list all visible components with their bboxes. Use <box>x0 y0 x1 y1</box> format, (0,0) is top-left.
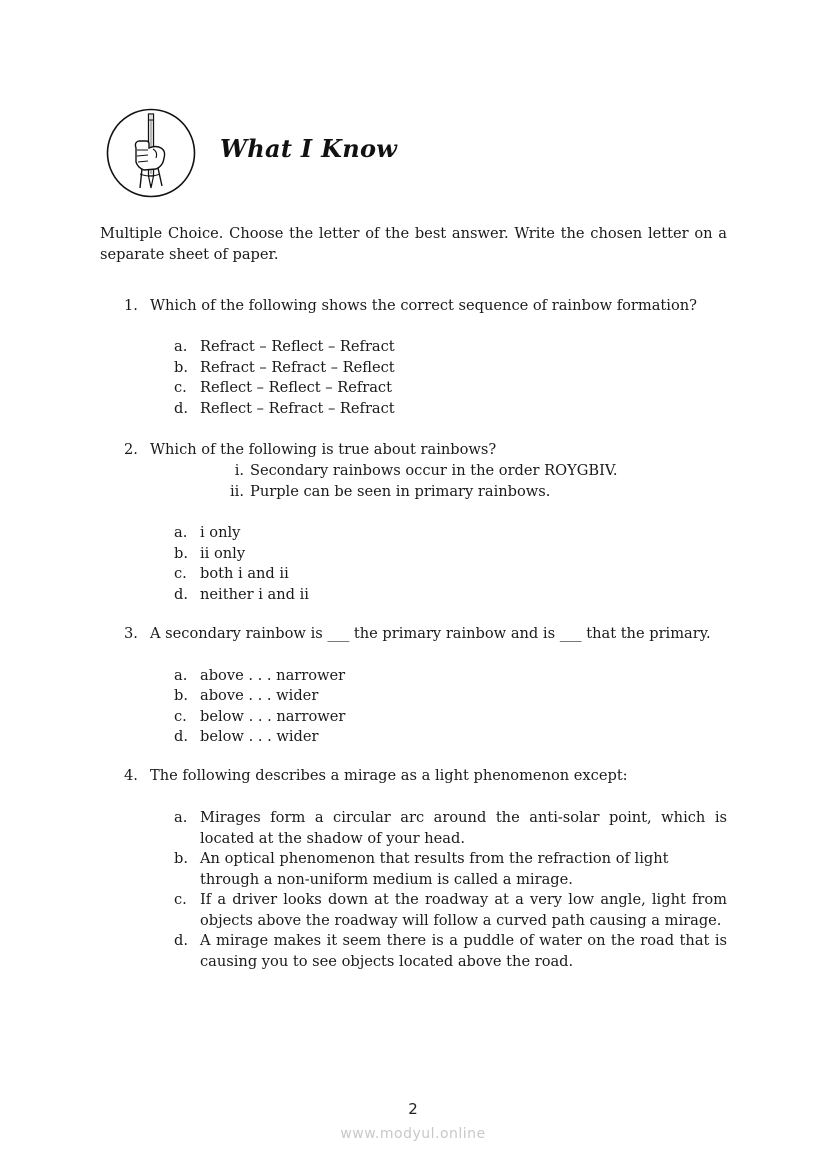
option-text: neither i and ii <box>200 585 309 603</box>
question-number: 2. <box>124 441 138 458</box>
statement-numeral: ii. <box>230 482 244 500</box>
option-text: both i and ii <box>200 565 289 582</box>
option-letter: d. <box>174 399 188 417</box>
option-text: below . . . wider <box>200 728 319 745</box>
option-letter: d. <box>174 585 188 603</box>
option-text: Reflect – Refract – Refract <box>200 399 395 417</box>
option-text: above . . . wider <box>200 687 319 704</box>
statement-text: Purple can be seen in primary rainbows. <box>250 482 551 500</box>
option-letter: c. <box>174 379 187 396</box>
option-letter: c. <box>174 707 187 725</box>
instructions: Multiple Choice. Choose the letter of the best answer. Write the chosen letter on a separate sheet of paper. <box>100 225 727 263</box>
option-letter: c. <box>174 565 187 582</box>
hand-holding-pencil-icon <box>106 108 196 198</box>
section-title: What I Know <box>220 134 398 163</box>
option-letter: b. <box>174 850 188 867</box>
option-letter: b. <box>174 687 188 704</box>
question-text: Which of the following shows the correct sequence of rainbow formation? <box>150 297 697 314</box>
option-letter: c. <box>174 891 187 908</box>
option-letter: d. <box>174 728 188 745</box>
option-letter: a. <box>174 338 188 355</box>
option-text: below . . . narrower <box>200 707 346 725</box>
option-text: A mirage makes it seem there is a puddle of water on the road that is causing you to see objects located above the road. <box>200 932 727 970</box>
option-text: above . . . narrower <box>200 666 346 684</box>
option-letter: a. <box>174 666 188 684</box>
option-letter: a. <box>174 524 188 541</box>
question-number: 3. <box>124 625 138 642</box>
question-number: 4. <box>124 767 138 784</box>
statement-numeral: i. <box>234 462 244 479</box>
option-letter: b. <box>174 358 188 376</box>
question-text: The following describes a mirage as a light phenomenon except: <box>150 767 628 784</box>
question-text: Which of the following is true about rainbows? <box>150 441 497 458</box>
question-number: 1. <box>124 297 138 314</box>
option-text: ii only <box>200 544 246 562</box>
page-number: 2 <box>408 1100 418 1118</box>
option-letter: d. <box>174 932 188 949</box>
option-text: Reflect – Reflect – Refract <box>200 379 392 396</box>
option-text: An optical phenomenon that results from the refraction of light through a non-uniform medium is called a mirage. <box>200 850 669 888</box>
option-text: Refract – Reflect – Refract <box>200 338 395 355</box>
option-text: Mirages form a circular arc around the anti-solar point, which is located at the shadow of your head. <box>200 809 727 847</box>
watermark: www.modyul.online <box>340 1126 486 1142</box>
option-text: If a driver looks down at the roadway at a very low angle, light from objects above the roadway will follow a curved path causing a mirage. <box>200 891 727 929</box>
option-text: i only <box>200 524 241 541</box>
option-text: Refract – Refract – Reflect <box>200 358 395 376</box>
question-text: A secondary rainbow is ___ the primary rainbow and is ___ that the primary. <box>150 625 711 642</box>
option-letter: b. <box>174 544 188 562</box>
option-letter: a. <box>174 809 188 826</box>
statement-text: Secondary rainbows occur in the order ROYGBIV. <box>250 462 618 479</box>
